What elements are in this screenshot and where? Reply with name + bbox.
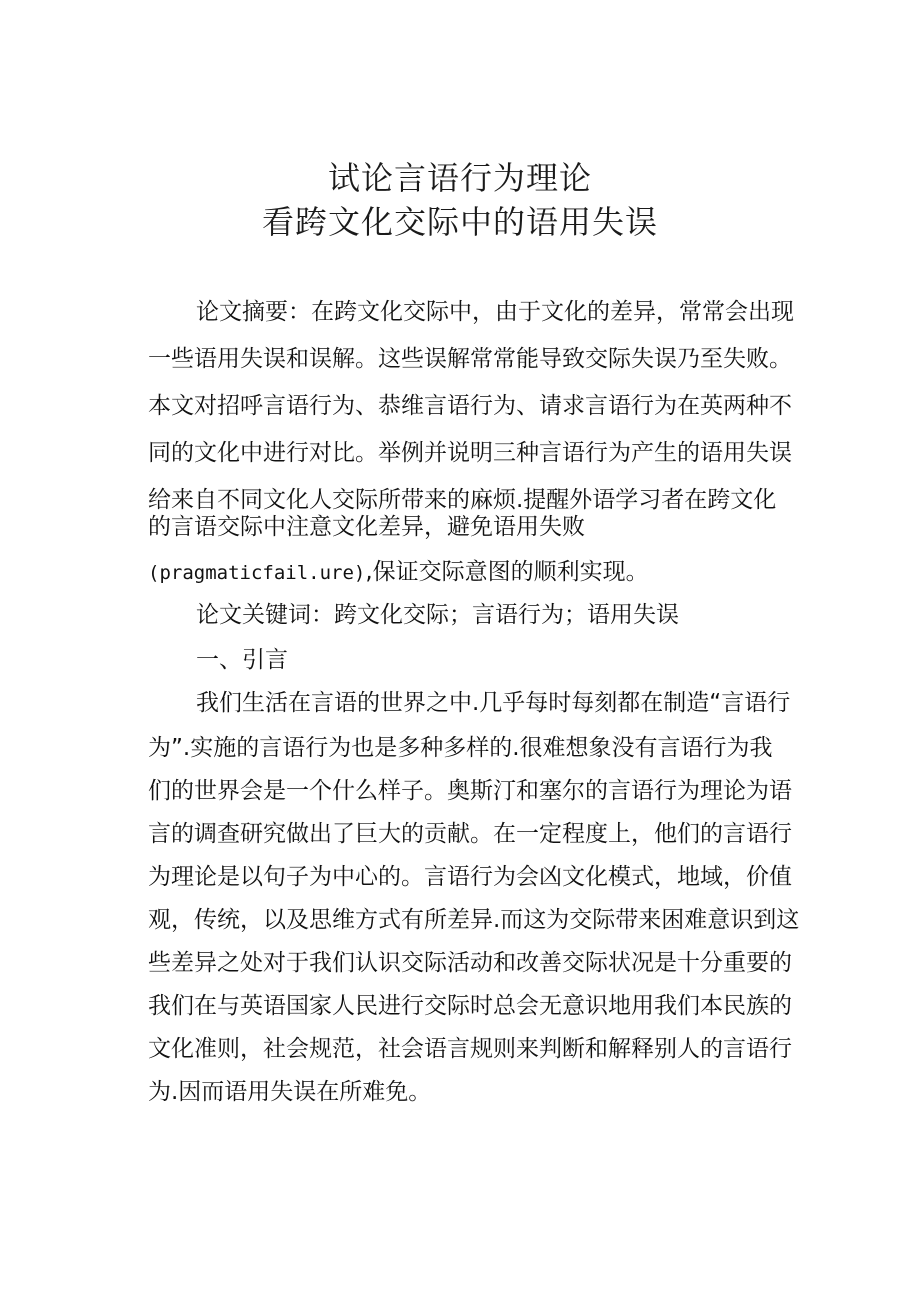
intro-line: 为”.实施的言语行为也是多种多样的.很难想象没有言语行为我 <box>148 735 773 761</box>
intro-line: 文化准则，社会规范，社会语言规则来判断和解释别人的言语行 <box>148 1036 792 1062</box>
section-heading: 一、引言 <box>196 647 288 673</box>
abstract-line: 的言语交际中注意文化差异，避免语用失败 <box>148 514 585 540</box>
intro-line: 言的调查研究做出了巨大的贡献。在一定程度上，他们的言语行 <box>148 821 792 847</box>
abstract-latin-term: (pragmaticfail.ure) <box>148 562 366 584</box>
intro-line: 些差异之处对于我们认识交际活动和改善交际状况是十分重要的 <box>148 950 792 976</box>
intro-line: 们的世界会是一个什么样子。奥斯汀和塞尔的言语行为理论为语 <box>148 778 792 804</box>
abstract-line: 论文摘要：在跨文化交际中，由于文化的差异，常常会出现 <box>196 299 794 325</box>
abstract-line: 本文对招呼言语行为、恭维言语行为、请求言语行为在英两种不 <box>148 393 792 419</box>
keywords-line: 论文关键词：跨文化交际；言语行为；语用失误 <box>196 602 679 628</box>
intro-line: 为理论是以句子为中心的。言语行为会凶文化模式，地域，价值 <box>148 864 792 890</box>
title-line-2: 看跨文化交际中的语用失误 <box>261 203 658 241</box>
intro-line: 观，传统，以及思维方式有所差异.而这为交际带来困难意识到这 <box>148 907 800 933</box>
abstract-last-line-rest: ,保证交际意图的顺利实现。 <box>365 559 649 585</box>
title-line-1: 试论言语行为理论 <box>327 159 592 197</box>
intro-line: 我们在与英语国家人民进行交际时总会无意识地用我们本民族的 <box>148 993 792 1019</box>
intro-line: 我们生活在言语的世界之中.几乎每时每刻都在制造“言语行 <box>196 690 791 716</box>
intro-line: 为.因而语用失误在所难免。 <box>148 1079 432 1105</box>
abstract-line: 一些语用失误和误解。这些误解常常能导致交际失误乃至失败。 <box>148 346 792 372</box>
abstract-line: 给来自不同文化人交际所带来的麻烦.提醒外语学习者在跨文化 <box>148 487 777 513</box>
abstract-line: 同的文化中进行对比。举例并说明三种言语行为产生的语用失误 <box>148 440 792 466</box>
abstract-last-line <box>148 557 649 588</box>
